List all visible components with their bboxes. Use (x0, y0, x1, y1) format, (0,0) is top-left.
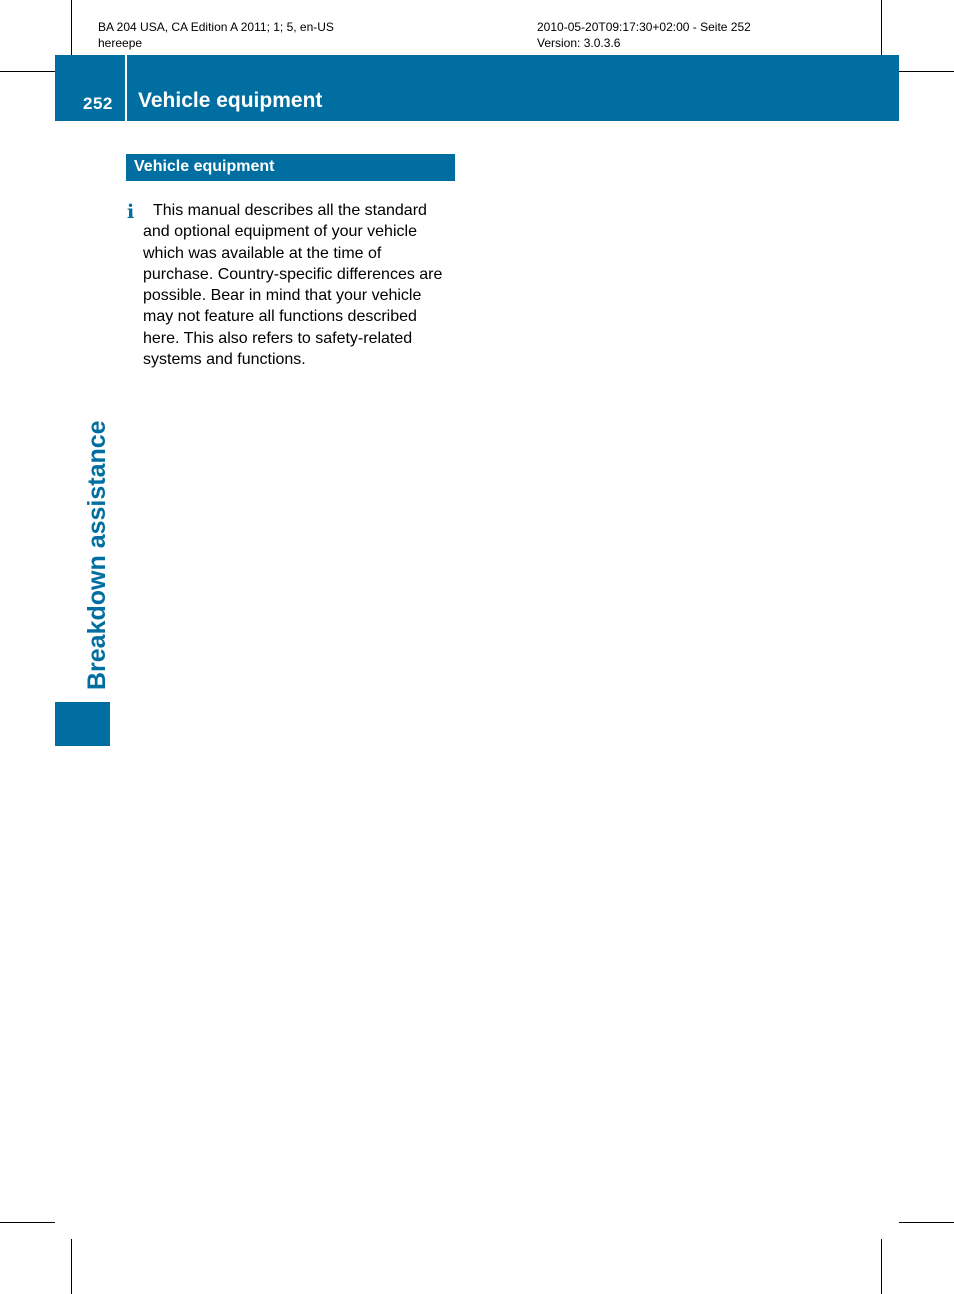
print-meta-right-line2: Version: 3.0.3.6 (537, 36, 621, 50)
crop-mark (0, 1222, 55, 1223)
info-line: and optional equipment of your vehicle (143, 223, 417, 241)
info-line: systems and functions. (143, 351, 306, 369)
side-tab-label: Breakdown assistance (83, 420, 111, 690)
section-heading-bar (126, 154, 455, 181)
crop-mark (899, 1222, 954, 1223)
info-icon: i (127, 201, 135, 223)
page-number: 252 (83, 94, 113, 113)
crop-mark (71, 1239, 72, 1294)
print-meta-left (98, 19, 334, 51)
side-tab (82, 420, 112, 690)
print-meta-right (537, 19, 751, 51)
crop-mark (881, 0, 882, 55)
info-note (143, 200, 461, 370)
info-line: This manual describes all the standard (153, 202, 427, 219)
info-line: possible. Bear in mind that your vehicle (143, 287, 422, 305)
info-line: which was available at the time of (143, 244, 382, 262)
crop-mark (881, 1239, 882, 1294)
info-line: purchase. Country-specific differences are (143, 265, 443, 283)
section-title: Vehicle equipment (134, 158, 275, 175)
print-meta-left-line1: BA 204 USA, CA Edition A 2011; 1; 5, en-US (98, 20, 334, 34)
page-title: Vehicle equipment (138, 89, 323, 112)
info-line: may not feature all functions described (143, 308, 417, 326)
crop-mark (899, 71, 954, 72)
info-line: here. This also refers to safety-related (143, 329, 413, 347)
side-tab-marker (55, 702, 110, 746)
print-meta-right-line1: 2010-05-20T09:17:30+02:00 - Seite 252 (537, 20, 751, 34)
print-meta-left-line2: hereepe (98, 36, 143, 50)
crop-mark (0, 71, 55, 72)
header-divider (125, 55, 127, 121)
crop-mark (71, 0, 72, 55)
